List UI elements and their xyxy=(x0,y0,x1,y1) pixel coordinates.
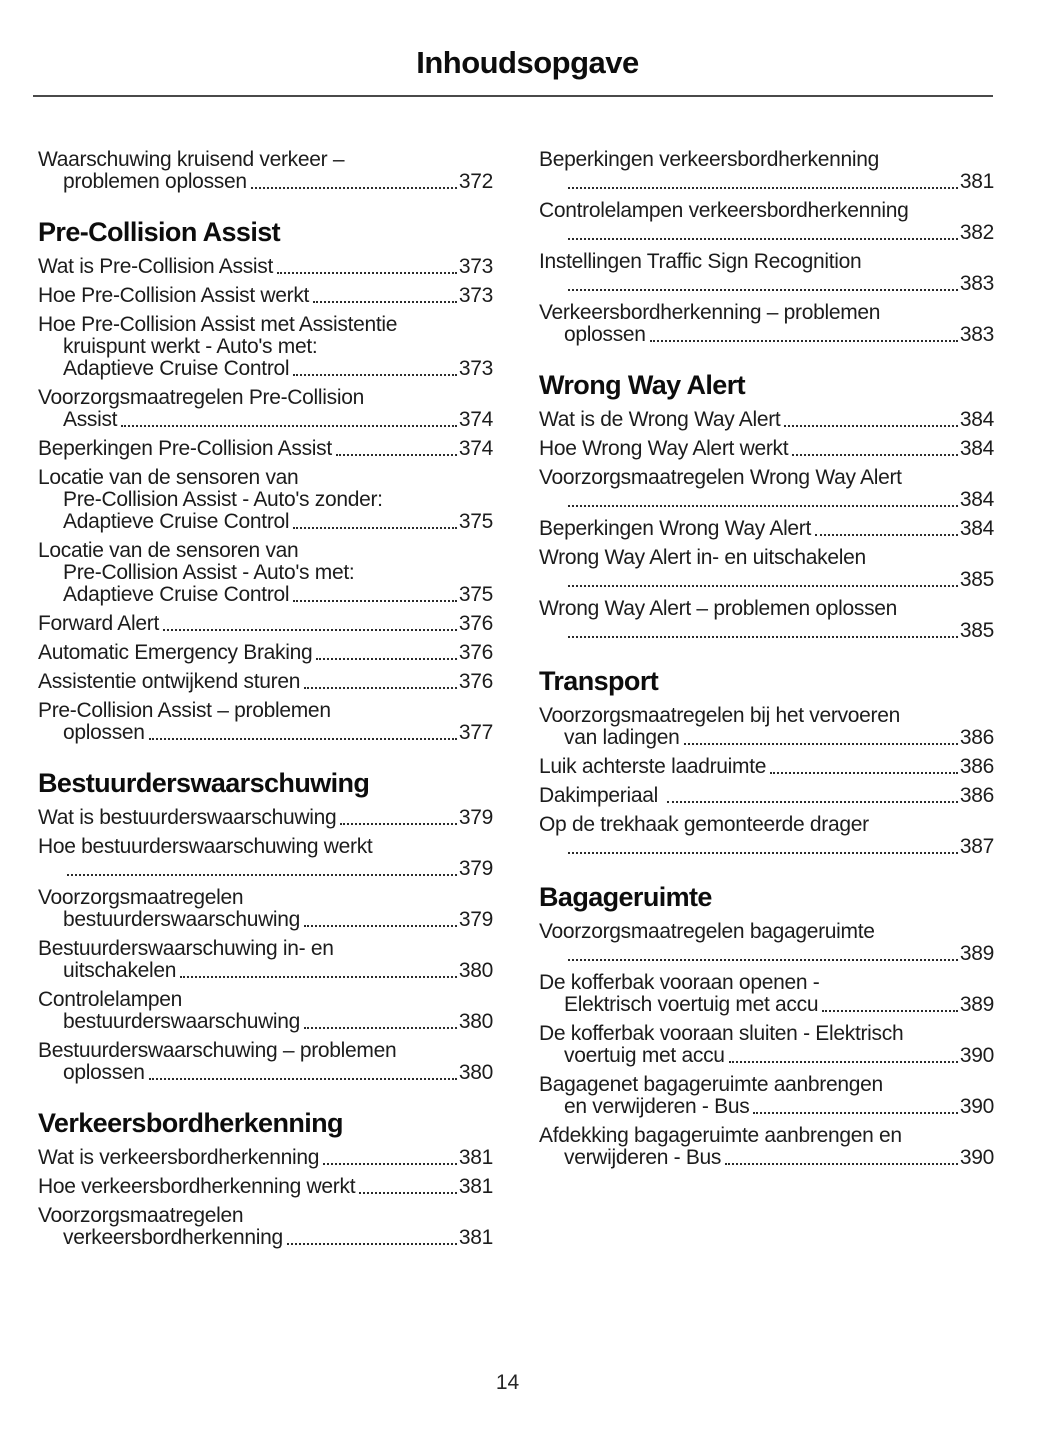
toc-entry-title: Wat is verkeersbordherkenning xyxy=(38,1146,320,1169)
toc-entry-text-line: Verkeersbordherkenning – problemen xyxy=(539,301,881,324)
toc-entry-title: Wat is Pre-Collision Assist xyxy=(38,255,274,278)
toc-entry-page-number: 374 xyxy=(458,408,493,431)
toc-entry-leader-line xyxy=(38,511,493,533)
toc-entry-title: oplossen xyxy=(63,721,145,744)
toc-entry-page-number: 390 xyxy=(959,1095,994,1118)
toc-entry-leader-line xyxy=(38,1227,493,1249)
toc-entry-page-number: 381 xyxy=(458,1175,493,1198)
toc-entry-page-number: 379 xyxy=(458,806,493,829)
toc-entry-leader-line xyxy=(38,171,493,193)
toc-entry-leader-line xyxy=(539,1045,994,1067)
toc-entry-title: uitschakelen xyxy=(63,959,177,982)
toc-entry-page-number: 384 xyxy=(959,517,994,540)
toc-entry-text-line: Hoe bestuurderswaarschuwing werkt xyxy=(38,835,373,858)
dot-leader xyxy=(650,340,958,342)
section-heading-wrong-way-alert: Wrong Way Alert xyxy=(539,370,746,400)
section-heading-bagageruimte: Bagageruimte xyxy=(539,882,712,912)
toc-entry-text-line: Pre-Collision Assist – problemen xyxy=(38,699,331,722)
toc-entry xyxy=(38,467,493,533)
toc-entry-leader-line xyxy=(539,1147,994,1169)
toc-entry xyxy=(38,540,493,606)
toc-column-left xyxy=(38,149,493,1256)
dot-leader xyxy=(149,738,457,740)
toc-entry-text-line: Bestuurderswaarschuwing in- en xyxy=(38,937,334,960)
toc-entry xyxy=(539,149,994,193)
toc-entry-title: Assist xyxy=(63,408,118,431)
toc-entry-leader-line xyxy=(539,409,994,431)
toc-entry-text-line: Controlelampen verkeersbordherkenning xyxy=(539,199,909,222)
toc-entry-page-number: 376 xyxy=(458,612,493,635)
toc-entry-page-number: 387 xyxy=(959,835,994,858)
toc-entry-leader-line xyxy=(539,438,994,460)
toc-entry xyxy=(38,700,493,744)
dot-leader xyxy=(684,743,958,745)
toc-entry-page-number: 384 xyxy=(959,437,994,460)
dot-leader xyxy=(568,585,958,587)
toc-entry-page-number: 383 xyxy=(959,272,994,295)
dot-leader xyxy=(293,527,457,529)
toc-entry-leader-line xyxy=(539,222,994,244)
toc-entry-text-line: Wrong Way Alert – problemen oplossen xyxy=(539,597,898,620)
toc-entry-text-line: Voorzorgsmaatregelen bij het vervoeren xyxy=(539,704,900,727)
toc-entry-leader-line xyxy=(38,613,493,635)
toc-entry-title: Automatic Emergency Braking xyxy=(38,641,313,664)
toc-entry xyxy=(38,1205,493,1249)
toc-entry-page-number: 389 xyxy=(959,993,994,1016)
toc-entry-text-line: Waarschuwing kruisend verkeer – xyxy=(38,148,345,171)
toc-entry-title: voertuig met accu xyxy=(564,1044,725,1067)
toc-entry-title: Wat is de Wrong Way Alert xyxy=(539,408,781,431)
dot-leader xyxy=(753,1112,957,1114)
dot-leader xyxy=(180,976,457,978)
toc-entry-text-line: Beperkingen verkeersbordherkenning xyxy=(539,148,880,171)
dot-leader xyxy=(822,1010,958,1012)
toc-entry-leader-line xyxy=(38,409,493,431)
toc-entry-page-number: 372 xyxy=(458,170,493,193)
toc-entry xyxy=(38,285,493,307)
dot-leader xyxy=(293,600,457,602)
dot-leader xyxy=(149,1078,457,1080)
toc-entry-page-number: 380 xyxy=(458,959,493,982)
toc-entry-text-line: De kofferbak vooraan openen - xyxy=(539,971,820,994)
dot-leader xyxy=(67,874,457,876)
toc-entry-title: Beperkingen Pre-Collision Assist xyxy=(38,437,332,460)
dot-leader xyxy=(316,658,457,660)
dot-leader xyxy=(336,454,457,456)
toc-entry xyxy=(539,814,994,858)
dot-leader xyxy=(725,1163,958,1165)
toc-entry-leader-line xyxy=(539,785,994,807)
toc-entry-leader-line xyxy=(38,960,493,982)
toc-entry-leader-line xyxy=(539,518,994,540)
dot-leader xyxy=(251,187,457,189)
toc-entry-leader-line xyxy=(38,671,493,693)
toc-entry-page-number: 376 xyxy=(458,641,493,664)
toc-entry-page-number: 384 xyxy=(959,488,994,511)
toc-entry-page-number: 373 xyxy=(458,357,493,380)
toc-entry-leader-line xyxy=(38,642,493,664)
dot-leader xyxy=(359,1192,457,1194)
dot-leader xyxy=(568,505,958,507)
toc-entry-leader-line xyxy=(539,1096,994,1118)
page-title: Inhoudsopgave xyxy=(416,45,639,80)
toc-entry-text-line: Locatie van de sensoren van xyxy=(38,466,299,489)
toc-column-right xyxy=(539,149,994,1256)
toc-entry-leader-line xyxy=(38,1147,493,1169)
toc-entry-title: Elektrisch voertuig met accu xyxy=(564,993,819,1016)
dot-leader xyxy=(568,852,958,854)
toc-entry-page-number: 386 xyxy=(959,726,994,749)
toc-entry xyxy=(38,989,493,1033)
toc-entry xyxy=(38,387,493,431)
dot-leader xyxy=(568,238,958,240)
toc-entry xyxy=(38,314,493,380)
toc-entry-leader-line xyxy=(38,1011,493,1033)
toc-entry-page-number: 386 xyxy=(959,755,994,778)
section-heading-pre-collision-assist: Pre-Collision Assist xyxy=(38,217,281,247)
toc-entry xyxy=(38,1147,493,1169)
toc-entry-leader-line xyxy=(38,438,493,460)
toc-entry-page-number: 374 xyxy=(458,437,493,460)
toc-entry xyxy=(38,438,493,460)
dot-leader xyxy=(293,374,457,376)
toc-entry-page-number: 381 xyxy=(959,170,994,193)
dot-leader xyxy=(304,1027,457,1029)
toc-entry-leader-line xyxy=(539,836,994,858)
toc-entry-leader-line xyxy=(38,1176,493,1198)
dot-leader xyxy=(287,1243,457,1245)
toc-entry-title: bestuurderswaarschuwing xyxy=(63,1010,301,1033)
toc-entry-text-line: Bestuurderswaarschuwing – problemen xyxy=(38,1039,397,1062)
toc-entry-text-line: kruispunt werkt - Auto's met: xyxy=(63,335,318,358)
toc-entry-leader-line xyxy=(38,358,493,380)
toc-entry-text-line: Wrong Way Alert in- en uitschakelen xyxy=(539,546,866,569)
section-heading-transport: Transport xyxy=(539,666,659,696)
toc-entry-leader-line xyxy=(539,569,994,591)
toc-columns xyxy=(0,149,1055,1256)
toc-entry-page-number: 375 xyxy=(458,510,493,533)
toc-entry-text-line: Bagagenet bagageruimte aanbrengen xyxy=(539,1073,883,1096)
toc-entry-text-line: Voorzorgsmaatregelen Pre-Collision xyxy=(38,386,364,409)
toc-entry xyxy=(539,200,994,244)
toc-entry-text-line: Voorzorgsmaatregelen xyxy=(38,1204,244,1227)
toc-entry-title: problemen oplossen xyxy=(63,170,247,193)
dot-leader xyxy=(568,187,958,189)
toc-entry-title: oplossen xyxy=(63,1061,145,1084)
toc-entry xyxy=(539,1023,994,1067)
toc-entry-title: Adaptieve Cruise Control xyxy=(63,510,290,533)
toc-entry-leader-line xyxy=(38,1062,493,1084)
toc-entry xyxy=(539,547,994,591)
toc-entry xyxy=(539,756,994,778)
toc-entry-title: Adaptieve Cruise Control xyxy=(63,583,290,606)
toc-entry xyxy=(38,149,493,193)
toc-entry-text-line: Voorzorgsmaatregelen Wrong Way Alert xyxy=(539,466,902,489)
toc-entry-title: Dakimperiaal xyxy=(539,784,664,807)
toc-entry-leader-line xyxy=(38,256,493,278)
dot-leader xyxy=(121,425,457,427)
toc-entry-title: Hoe verkeersbordherkenning werkt xyxy=(38,1175,356,1198)
dot-leader xyxy=(277,272,457,274)
toc-entry-page-number: 380 xyxy=(458,1010,493,1033)
toc-entry xyxy=(539,1074,994,1118)
toc-entry-text-line: Pre-Collision Assist - Auto's zonder: xyxy=(63,488,383,511)
dot-leader xyxy=(163,629,457,631)
toc-entry-leader-line xyxy=(38,909,493,931)
toc-entry-page-number: 390 xyxy=(959,1146,994,1169)
toc-entry xyxy=(539,409,994,431)
toc-entry-page-number: 373 xyxy=(458,284,493,307)
toc-entry-page-number: 390 xyxy=(959,1044,994,1067)
toc-entry xyxy=(539,302,994,346)
toc-entry xyxy=(38,938,493,982)
toc-entry-page-number: 383 xyxy=(959,323,994,346)
dot-leader xyxy=(568,959,958,961)
toc-entry-page-number: 389 xyxy=(959,942,994,965)
toc-entry-text-line: Pre-Collision Assist - Auto's met: xyxy=(63,561,355,584)
toc-entry xyxy=(539,785,994,807)
dot-leader xyxy=(792,454,958,456)
dot-leader xyxy=(568,636,958,638)
toc-entry-text-line: Locatie van de sensoren van xyxy=(38,539,299,562)
toc-entry-page-number: 382 xyxy=(959,221,994,244)
toc-entry-page-number: 385 xyxy=(959,619,994,642)
toc-entry-leader-line xyxy=(539,324,994,346)
toc-entry-title: en verwijderen - Bus xyxy=(564,1095,750,1118)
toc-entry-title: Luik achterste laadruimte xyxy=(539,755,767,778)
dot-leader xyxy=(784,425,957,427)
toc-entry-leader-line xyxy=(539,620,994,642)
toc-entry xyxy=(38,613,493,635)
toc-entry xyxy=(539,467,994,511)
toc-entry-text-line: Voorzorgsmaatregelen bagageruimte xyxy=(539,920,875,943)
toc-entry-title: Assistentie ontwijkend sturen xyxy=(38,670,301,693)
toc-entry-leader-line xyxy=(38,584,493,606)
toc-entry xyxy=(539,1125,994,1169)
toc-entry xyxy=(38,836,493,880)
toc-entry xyxy=(539,438,994,460)
dot-leader xyxy=(667,801,957,803)
toc-entry xyxy=(38,642,493,664)
toc-entry-text-line: De kofferbak vooraan sluiten - Elektrisch xyxy=(539,1022,904,1045)
toc-entry-text-line: Voorzorgsmaatregelen xyxy=(38,886,244,909)
dot-leader xyxy=(304,925,457,927)
dot-leader xyxy=(568,289,958,291)
toc-entry-page-number: 375 xyxy=(458,583,493,606)
toc-entry xyxy=(38,671,493,693)
toc-entry xyxy=(539,972,994,1016)
toc-entry xyxy=(539,251,994,295)
toc-entry xyxy=(38,887,493,931)
toc-entry-page-number: 384 xyxy=(959,408,994,431)
toc-entry-leader-line xyxy=(38,722,493,744)
toc-entry-page-number: 381 xyxy=(458,1226,493,1249)
toc-entry-leader-line xyxy=(539,273,994,295)
dot-leader xyxy=(340,823,457,825)
toc-entry-page-number: 385 xyxy=(959,568,994,591)
toc-entry-leader-line xyxy=(539,994,994,1016)
toc-entry-page-number: 379 xyxy=(458,908,493,931)
toc-entry-text-line: Controlelampen xyxy=(38,988,183,1011)
toc-entry xyxy=(38,807,493,829)
toc-entry-leader-line xyxy=(539,756,994,778)
toc-entry-title: Adaptieve Cruise Control xyxy=(63,357,290,380)
toc-entry-page-number: 377 xyxy=(458,721,493,744)
toc-entry-title: verkeersbordherkenning xyxy=(63,1226,283,1249)
toc-entry-page-number: 386 xyxy=(959,784,994,807)
toc-entry-text-line: Op de trekhaak gemonteerde drager xyxy=(539,813,869,836)
toc-entry-leader-line xyxy=(539,943,994,965)
toc-entry-page-number: 379 xyxy=(458,857,493,880)
toc-entry xyxy=(539,921,994,965)
toc-entry-title: Hoe Pre-Collision Assist werkt xyxy=(38,284,310,307)
toc-entry xyxy=(539,705,994,749)
toc-entry-leader-line xyxy=(539,489,994,511)
dot-leader xyxy=(323,1163,457,1165)
toc-entry-page-number: 380 xyxy=(458,1061,493,1084)
toc-entry-page-number: 381 xyxy=(458,1146,493,1169)
page-number: 14 xyxy=(495,1371,520,1394)
toc-entry-title: Wat is bestuurderswaarschuwing xyxy=(38,806,337,829)
toc-entry-text-line: Hoe Pre-Collision Assist met Assistentie xyxy=(38,313,398,336)
toc-entry-title: Beperkingen Wrong Way Alert xyxy=(539,517,812,540)
toc-entry-title: Hoe Wrong Way Alert werkt xyxy=(539,437,789,460)
dot-leader xyxy=(815,534,958,536)
toc-entry-leader-line xyxy=(38,807,493,829)
toc-entry xyxy=(539,518,994,540)
toc-entry-page-number: 373 xyxy=(458,255,493,278)
section-heading-bestuurderswaarschuwing: Bestuurderswaarschuwing xyxy=(38,768,370,798)
title-divider xyxy=(33,95,993,97)
dot-leader xyxy=(313,301,457,303)
toc-entry-leader-line xyxy=(539,727,994,749)
toc-entry-title: bestuurderswaarschuwing xyxy=(63,908,301,931)
toc-entry xyxy=(38,256,493,278)
toc-entry-text-line: Instellingen Traffic Sign Recognition xyxy=(539,250,862,273)
toc-entry xyxy=(38,1176,493,1198)
section-heading-verkeersbordherkenning: Verkeersbordherkenning xyxy=(38,1108,343,1138)
toc-entry-page-number: 376 xyxy=(458,670,493,693)
toc-entry-leader-line xyxy=(38,285,493,307)
toc-entry xyxy=(539,598,994,642)
toc-entry-title: van ladingen xyxy=(564,726,680,749)
toc-entry-text-line: Afdekking bagageruimte aanbrengen en xyxy=(539,1124,902,1147)
toc-entry-title: Forward Alert xyxy=(38,612,159,635)
dot-leader xyxy=(304,687,457,689)
toc-entry-leader-line xyxy=(539,171,994,193)
toc-entry-leader-line xyxy=(38,858,493,880)
dot-leader xyxy=(770,772,958,774)
toc-entry xyxy=(38,1040,493,1084)
dot-leader xyxy=(729,1061,958,1063)
toc-entry-title: verwijderen - Bus xyxy=(564,1146,722,1169)
toc-entry-title: oplossen xyxy=(564,323,646,346)
